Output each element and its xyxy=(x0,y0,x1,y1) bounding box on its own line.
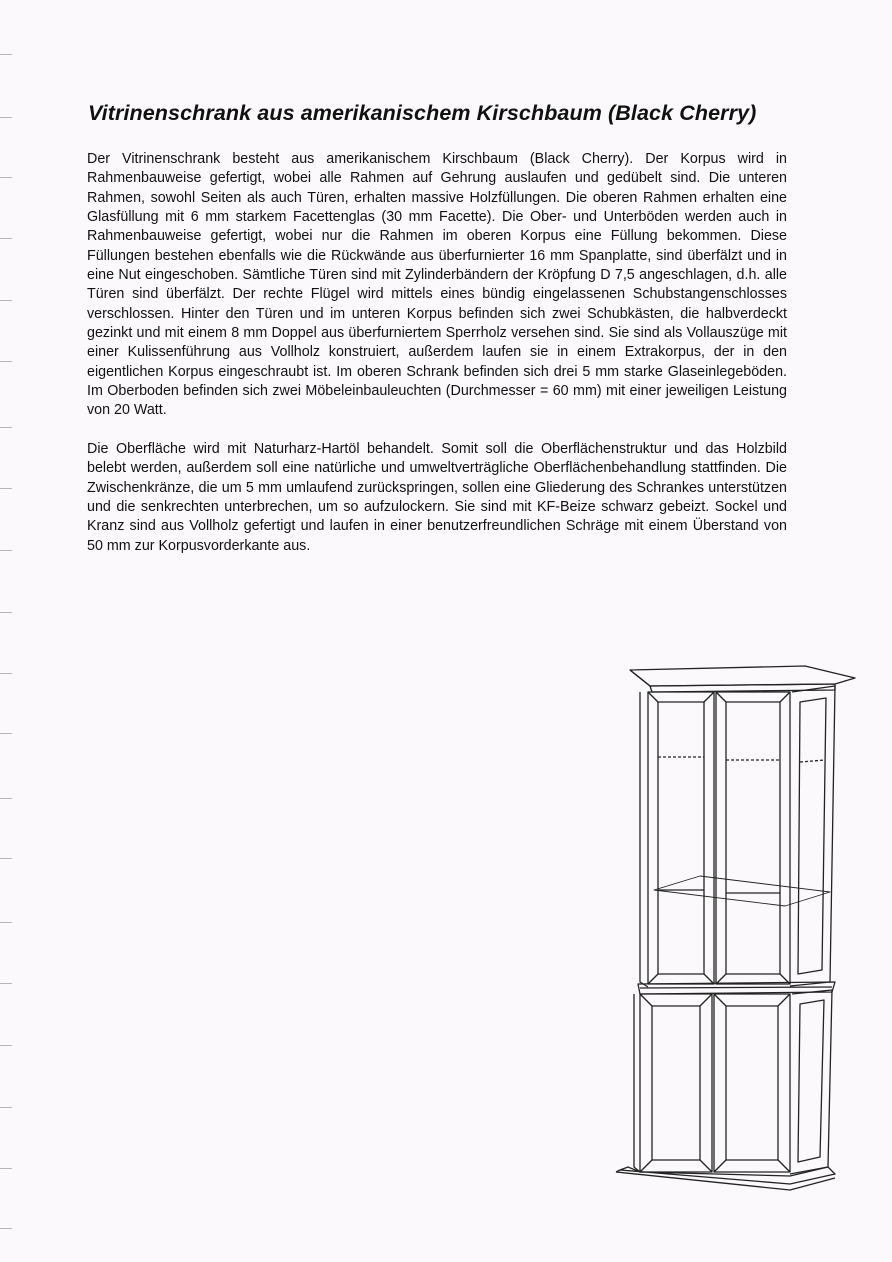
cabinet-plinth xyxy=(616,1167,835,1190)
document-body xyxy=(87,150,787,575)
lower-cabinet xyxy=(634,990,832,1174)
upper-vitrine xyxy=(640,686,835,987)
paragraph: Die Oberfläche wird mit Naturharz-Hartöl behandelt. Somit soll die Oberflächenstruktur und das Holzbild belebt werden, außerdem soll eine natürliche und umweltverträgliche Oberflächenbehandlung stattfinden. Die Zwischenkränze, die um 5 mm umlaufend zurückspringen, sollen eine Gliederung des Schrankes unterstützen und die senkrechten unterbrechen, um so aufzulockern. Sie sind mit KF-Beize schwarz gebeizt. Sockel und Kranz sind aus Vollholz gefertigt und laufen in einer benutzerfreundlichen Schräge mit einem Überstand von 50 mm zur Korpusvorderkante aus. xyxy=(87,440,787,554)
paragraph: Der Vitrinenschrank besteht aus amerikanischem Kirschbaum (Black Cherry). Der Korpus wird in Rahmenbauweise gefertigt, wobei alle Rahmen auf Gehrung auslaufen und gedübelt sind. Die unteren Rahmen, sowohl Seiten als auch Türen, erhalten massive Holzfüllungen. Die oberen Rahmen erhalten eine Glasfüllung mit 6 mm starkem Facettenglas (30 mm Facette). Die Ober- und Unterböden werden auch in Rahmenbauweise gefertigt, wobei nur die Rahmen im oberen Korpus eine Füllung bekommen. Diese Füllungen bestehen ebenfalls wie die Rückwände aus überfurnierter 16 mm Spanplatte, sind überfälzt und in eine Nut eingeschoben. Sämtliche Türen sind mit Zylinderbändern der Kröpfung D 7,5 angeschlagen, d.h. alle Türen sind überfälzt. Der rechte Flügel wird mittels eines bündig eingelassenen Schubstangenschlosses verschlossen. Hinter den Türen und im unteren Korpus befinden sich zwei Schubkästen, die halbverdeckt gezinkt und mit einem 8 mm Doppel aus überfurniertem Sperrholz versehen sind. Sie sind als Vollauszüge mit einer Kulissenführung aus Vollholz konstruiert, außerdem laufen sie in einem Extrakorpus, der in den eigentlichen Korpus eingeschraubt ist. Im oberen Schrank befinden sich drei 5 mm starke Glaseinlegeböden. Im Oberboden befinden sich zwei Möbeleinbauleuchten (Durchmesser = 60 mm) mit einer jeweiligen Leistung von 20 Watt. xyxy=(87,151,787,419)
page-title: Vitrinenschrank aus amerikanischem Kirschbaum (Black Cherry) xyxy=(88,101,757,125)
display-cabinet-drawing xyxy=(610,662,860,1222)
